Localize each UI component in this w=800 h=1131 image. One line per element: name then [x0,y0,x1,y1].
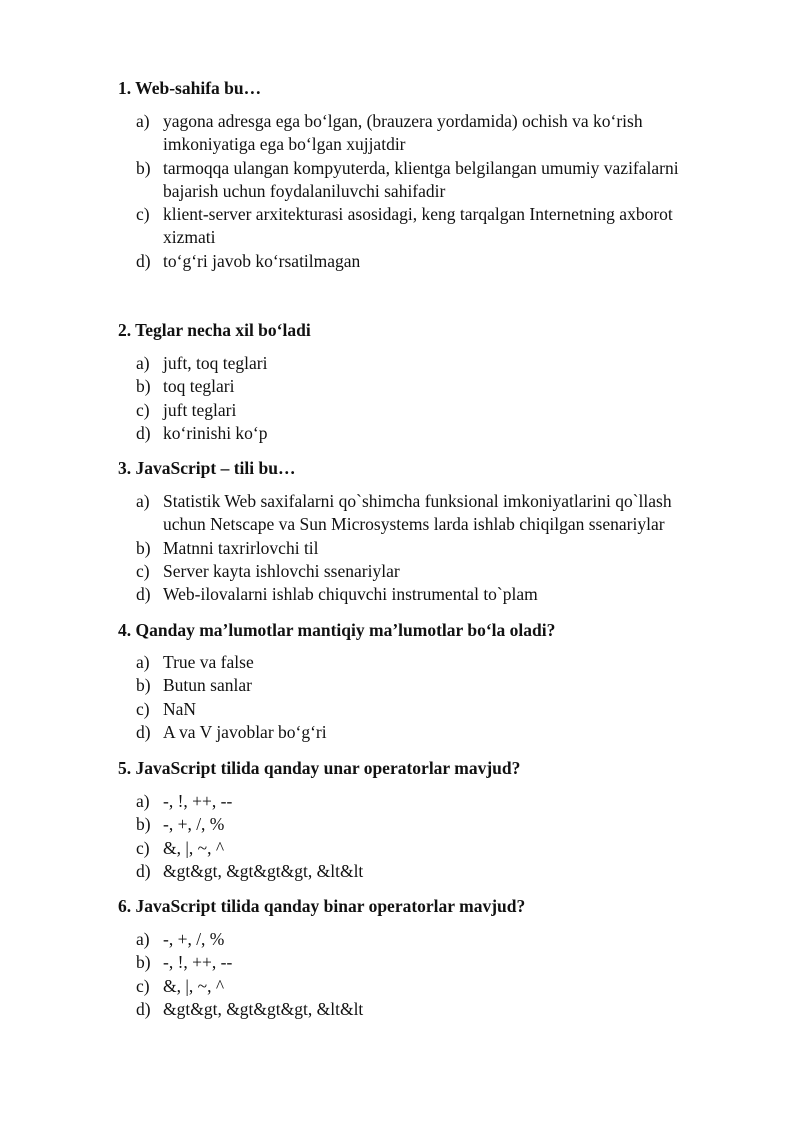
option-letter: a) [136,353,150,373]
question-title: 6. JavaScript tilida qanday binar operatorlar mavjud? [118,896,526,916]
option-b [136,674,736,697]
option-a [136,928,736,951]
option-letter: a) [136,111,150,131]
option-text-line: &, |, ~, ^ [163,975,225,996]
option-text-line: Web-ilovalarni ishlab chiquvchi instrumental to`plam [163,584,538,605]
option-c [136,560,736,583]
option-text-line: &, |, ~, ^ [163,837,225,858]
option-a [136,651,736,674]
option-list [136,352,736,445]
option-letter: c) [136,698,150,719]
option-d [136,860,736,883]
option-letter: c) [136,975,150,996]
option-text-line: juft, toq teglari [163,353,268,373]
option-a [136,790,736,813]
option-text-line: xizmati [163,227,216,248]
question-title: 3. JavaScript – tili bu… [118,458,296,478]
option-text-line: &gt&gt, &gt&gt&gt, &lt&lt [163,860,364,881]
option-text-line: juft teglari [163,399,237,420]
option-c [136,698,736,721]
option-text-line: ko‘rinishi ko‘p [163,422,268,443]
option-text-line: Butun sanlar [163,675,252,696]
option-letter: d) [136,860,151,881]
option-d [136,250,736,273]
option-letter: d) [136,250,151,271]
option-text-line: imkoniyatiga ega bo‘lgan xujjatdir [163,134,406,155]
option-d [136,998,736,1021]
option-text-line: &gt&gt, &gt&gt&gt, &lt&lt [163,998,364,1019]
option-b [136,813,736,836]
option-c [136,399,736,422]
option-b [136,537,736,560]
option-letter: b) [136,157,151,178]
option-letter: d) [136,998,151,1019]
option-list [136,651,736,744]
option-d [136,721,736,744]
option-letter: a) [136,791,150,811]
option-letter: a) [136,929,150,949]
option-text-line: True va false [163,652,254,672]
option-text-line: A va V javoblar bo‘g‘ri [163,721,327,742]
option-text-line: uchun Netscape va Sun Microsystems larda ishlab chiqilgan ssenariylar [163,514,665,535]
option-text-line: Server kayta ishlovchi ssenariylar [163,560,400,581]
option-letter: b) [136,376,151,397]
option-c [136,975,736,998]
option-text-line: yagona adresga ega bo‘lgan, (brauzera yordamida) ochish va ko‘rish [163,111,643,131]
option-b [136,157,736,204]
option-letter: d) [136,721,151,742]
option-list [136,928,736,1021]
option-d [136,422,736,445]
option-text-line: to‘g‘ri javob ko‘rsatilmagan [163,250,361,271]
option-list [136,110,736,273]
option-letter: c) [136,560,150,581]
question-title: 2. Teglar necha xil bo‘ladi [118,320,311,340]
option-list [136,790,736,883]
option-a [136,352,736,375]
option-a [136,490,736,537]
option-text-line: -, !, ++, -- [163,952,233,973]
option-list [136,490,736,606]
option-letter: c) [136,204,150,225]
option-letter: c) [136,399,150,420]
option-text-line: NaN [163,698,197,719]
option-b [136,375,736,398]
option-letter: b) [136,814,151,835]
option-letter: b) [136,675,151,696]
option-letter: c) [136,837,150,858]
option-b [136,951,736,974]
option-text-line: -, !, ++, -- [163,791,233,811]
option-letter: a) [136,652,150,672]
option-c [136,203,736,250]
option-text-line: Matnni taxrirlovchi til [163,537,319,558]
option-c [136,837,736,860]
question-title: 4. Qanday ma’lumotlar mantiqiy ma’lumotlar bo‘la oladi? [118,620,556,640]
option-letter: b) [136,952,151,973]
option-letter: d) [136,422,151,443]
option-letter: d) [136,584,151,605]
option-text-line: -, +, /, % [163,929,225,949]
option-text-line: -, +, /, % [163,814,225,835]
option-d [136,583,736,606]
option-text-line: toq teglari [163,376,235,397]
question-title: 1. Web-sahifa bu… [118,78,262,98]
option-text-line: Statistik Web saxifalarni qo`shimcha funksional imkoniyatlarini qo`llash [163,491,672,511]
option-a [136,110,736,157]
option-text-line: tarmoqqa ulangan kompyuterda, klientga belgilangan umumiy vazifalarni [163,157,679,178]
question-title: 5. JavaScript tilida qanday unar operatorlar mavjud? [118,758,521,778]
option-letter: a) [136,491,150,511]
option-text-line: bajarish uchun foydalaniluvchi sahifadir [163,180,446,201]
option-letter: b) [136,537,151,558]
option-text-line: klient-server arxitekturasi asosidagi, keng tarqalgan Internetning axborot [163,204,673,225]
